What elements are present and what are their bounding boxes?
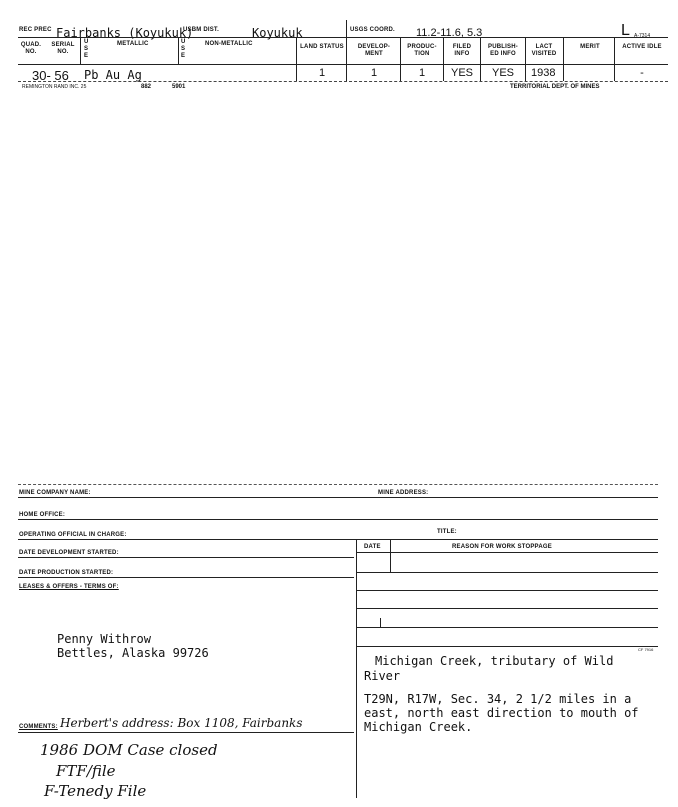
col-divider [443, 37, 444, 81]
rule-date-dev [18, 557, 354, 558]
mine-address-label: MINE ADDRESS: [378, 490, 429, 496]
col-divider [525, 37, 526, 81]
comments-label: COMMENTS: [19, 724, 58, 730]
rule-comments [18, 732, 354, 733]
rule-top [18, 37, 668, 38]
col-active-idle: ACTIVE IDLE [622, 44, 662, 50]
metallic-value: Pb Au Ag [84, 68, 142, 82]
handwritten-note-3: F-Tenedy File [44, 782, 147, 800]
rule-header [18, 64, 668, 65]
col-filed-info: FILED INFO [452, 44, 472, 57]
corner-code: A-7314 [634, 33, 651, 39]
col-quad: QUAD. NO. [20, 42, 42, 55]
col-non-metallic: NON-METALLIC [205, 41, 253, 47]
handwritten-comment: Herbert's address: Box 1108, Fairbanks [60, 716, 303, 730]
col-use-2: U S E [181, 39, 186, 59]
corner-mark: L [621, 22, 630, 39]
col-last-visited: LACT VISITED [531, 44, 557, 57]
usbm-dist-label: USBM DIST. [183, 27, 220, 33]
col-merit: MERIT [580, 44, 600, 50]
date-development-label: DATE DEVELOPMENT STARTED: [19, 550, 119, 556]
stoppage-col-divider [390, 540, 391, 572]
date-production-label: DATE PRODUCTION STARTED: [19, 570, 114, 576]
leases-label: LEASES & OFFERS - TERMS OF: [19, 584, 119, 590]
rule-stoppage-2 [356, 590, 658, 591]
form-center-divider [356, 540, 357, 648]
production-value: 1 [418, 67, 426, 79]
col-divider [178, 37, 179, 65]
location-line-2: River [364, 669, 401, 683]
usbm-dist-value: Koyukuk [252, 26, 303, 40]
rule-form-top [18, 484, 658, 485]
date-column-header: DATE [364, 544, 381, 550]
rule-official [18, 539, 658, 540]
land-status-value: 1 [318, 67, 326, 79]
location-divider [356, 648, 357, 798]
printer-imprint: REMINGTON RAND INC. 25 [22, 84, 87, 90]
col-development: DEVELOP- MENT [357, 44, 391, 57]
col-production: PRODUC- TION [407, 44, 437, 57]
location-line-1: Michigan Creek, tributary of Wild [375, 654, 614, 668]
stoppage-row-tick [380, 618, 381, 628]
form-code-1: 882 [141, 84, 152, 90]
rule-home-office [18, 519, 658, 520]
rec-prec-label: REC PREC [19, 27, 52, 33]
reason-column-header: REASON FOR WORK STOPPAGE [452, 544, 552, 550]
rec-prec-value: Fairbanks (Koyukuk) [56, 26, 194, 40]
active-idle-value: - [640, 67, 644, 79]
handwritten-note-1: 1986 DOM Case closed [40, 741, 218, 759]
col-divider [563, 37, 564, 81]
operating-official-label: OPERATING OFFICIAL IN CHARGE: [19, 532, 127, 538]
location-line-5: Michigan Creek. [364, 720, 473, 734]
rule-company [18, 497, 658, 498]
rule-location-top [356, 646, 658, 647]
published-info-value: YES [491, 67, 514, 79]
rule-stoppage-3 [356, 608, 658, 609]
col-use-1: U S E [84, 39, 89, 59]
form-code-2: 5901 [172, 84, 186, 90]
location-line-3: T29N, R17W, Sec. 34, 2 1/2 miles in a [364, 692, 632, 706]
location-line-4: east, north east direction to mouth of [364, 706, 639, 720]
col-metallic: METALLIC [117, 41, 149, 47]
usgs-coord-label: USGS COORD. [350, 27, 395, 33]
col-divider [614, 37, 615, 81]
quad-serial-value: 30- 56 [32, 68, 69, 83]
rule-stoppage-4 [356, 627, 658, 628]
contact-name: Penny Withrow [57, 632, 151, 646]
col-divider [400, 37, 401, 81]
col-divider [296, 37, 297, 81]
home-office-label: HOME OFFICE: [19, 512, 66, 518]
rule-stoppage-header [356, 552, 658, 553]
col-divider [80, 37, 81, 65]
mine-company-name-label: MINE COMPANY NAME: [19, 490, 91, 496]
rule-date-prod [18, 577, 354, 578]
col-divider [346, 20, 347, 81]
side-code: CF 7916 [638, 647, 654, 652]
handwritten-note-2: FTF/file [56, 762, 116, 780]
col-published-info: PUBLISH- ED INFO [488, 44, 518, 57]
dept-imprint: TERRITORIAL DEPT. OF MINES [510, 84, 600, 90]
col-divider [480, 37, 481, 81]
rule-stoppage-1 [356, 572, 658, 573]
title-label: TITLE: [437, 529, 457, 535]
development-value: 1 [370, 67, 378, 79]
usgs-coord-value: 11.2-11.6, 5.3 [416, 27, 483, 39]
col-serial: SERIAL NO. [51, 42, 75, 55]
col-land-status: LAND STATUS [300, 44, 344, 50]
last-visited-value: 1938 [531, 67, 556, 79]
contact-city: Bettles, Alaska 99726 [57, 646, 209, 660]
filed-info-value: YES [450, 67, 473, 79]
